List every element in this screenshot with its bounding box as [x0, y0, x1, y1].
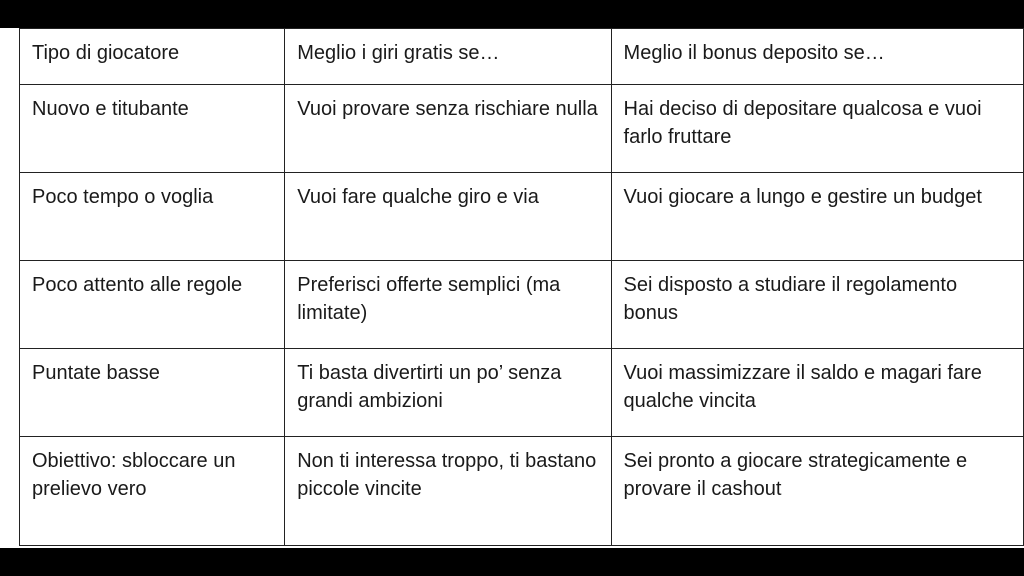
comparison-table: [19, 28, 1024, 546]
table-row: [20, 85, 1024, 173]
table-cell: Preferisci offerte semplici (ma limitate): [285, 261, 611, 349]
table-cell: Hai deciso di depositare qualcosa e vuoi farlo fruttare: [611, 85, 1023, 173]
table-cell: Sei pronto a giocare strategicamente e provare il cashout: [611, 437, 1023, 546]
table-row: [20, 261, 1024, 349]
table-cell: Non ti interessa troppo, ti bastano piccole vincite: [285, 437, 611, 546]
table-cell: Vuoi giocare a lungo e gestire un budget: [611, 173, 1023, 261]
header-cell-deposit-bonus: Meglio il bonus deposito se…: [611, 29, 1023, 85]
header-cell-free-spins: Meglio i giri gratis se…: [285, 29, 611, 85]
table-header-row: [20, 29, 1024, 85]
table-row: [20, 173, 1024, 261]
table-row: [20, 437, 1024, 546]
table-cell: Ti basta divertirti un po’ senza grandi ambizioni: [285, 349, 611, 437]
slide-frame: [0, 28, 1024, 548]
table-row: [20, 349, 1024, 437]
table-cell: Vuoi fare qualche giro e via: [285, 173, 611, 261]
table-cell: Poco attento alle regole: [20, 261, 285, 349]
header-cell-player-type: Tipo di giocatore: [20, 29, 285, 85]
table-cell: Sei disposto a studiare il regolamento bonus: [611, 261, 1023, 349]
table-cell: Poco tempo o voglia: [20, 173, 285, 261]
table-cell: Nuovo e titubante: [20, 85, 285, 173]
table-cell: Vuoi provare senza rischiare nulla: [285, 85, 611, 173]
table-cell: Puntate basse: [20, 349, 285, 437]
table-cell: Obiettivo: sbloccare un prelievo vero: [20, 437, 285, 546]
table-cell: Vuoi massimizzare il saldo e magari fare qualche vincita: [611, 349, 1023, 437]
